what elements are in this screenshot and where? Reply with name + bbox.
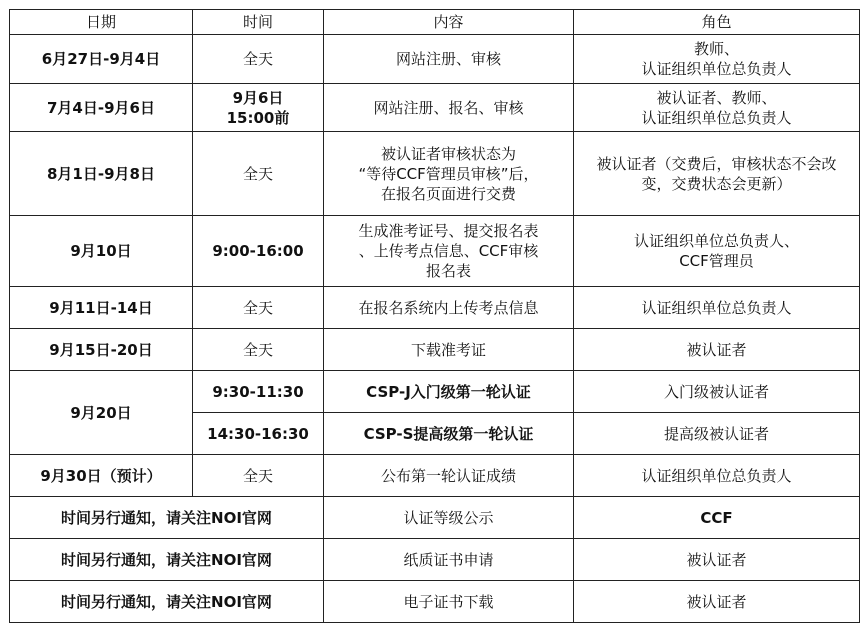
role-cell: 被认证者（交费后，审核状态不会改 变，交费状态会更新） — [574, 132, 860, 216]
table-row — [10, 329, 860, 371]
role-cell: 被认证者、教师、 认证组织单位总负责人 — [574, 84, 860, 132]
table-row — [10, 581, 860, 623]
date-cell: 6月27日-9月4日 — [10, 35, 193, 84]
table-row — [10, 539, 860, 581]
schedule-table — [9, 9, 860, 623]
content-cell: 网站注册、报名、审核 — [324, 84, 574, 132]
time-cell: 全天 — [193, 132, 324, 216]
time-cell: 14:30-16:30 — [193, 413, 324, 455]
time-cell: 全天 — [193, 455, 324, 497]
date-cell: 9月11日-14日 — [10, 287, 193, 329]
table-row — [10, 455, 860, 497]
role-cell: 认证组织单位总负责人 — [574, 287, 860, 329]
date-cell: 9月10日 — [10, 216, 193, 287]
content-cell: 生成准考证号、提交报名表 、上传考点信息、CCF审核 报名表 — [324, 216, 574, 287]
time-cell: 9:30-11:30 — [193, 371, 324, 413]
date-cell: 9月20日 — [10, 371, 193, 455]
time-cell: 9:00-16:00 — [193, 216, 324, 287]
role-cell: 被认证者 — [574, 581, 860, 623]
notice-cell: 时间另行通知，请关注NOI官网 — [10, 539, 324, 581]
role-cell: 入门级被认证者 — [574, 371, 860, 413]
header-content: 内容 — [324, 10, 574, 35]
table-row — [10, 132, 860, 216]
header-role: 角色 — [574, 10, 860, 35]
content-cell: CSP-J入门级第一轮认证 — [324, 371, 574, 413]
date-cell: 9月15日-20日 — [10, 329, 193, 371]
table-row — [10, 35, 860, 84]
table-row — [10, 497, 860, 539]
role-cell: CCF — [574, 497, 860, 539]
time-cell: 全天 — [193, 287, 324, 329]
time-cell: 全天 — [193, 329, 324, 371]
role-cell: 提高级被认证者 — [574, 413, 860, 455]
date-cell: 9月30日（预计） — [10, 455, 193, 497]
content-cell: 下载准考证 — [324, 329, 574, 371]
content-cell: 纸质证书申请 — [324, 539, 574, 581]
content-cell: 在报名系统内上传考点信息 — [324, 287, 574, 329]
notice-cell: 时间另行通知，请关注NOI官网 — [10, 497, 324, 539]
time-cell: 全天 — [193, 35, 324, 84]
header-row — [10, 10, 860, 35]
content-cell: 电子证书下载 — [324, 581, 574, 623]
role-cell: 被认证者 — [574, 539, 860, 581]
time-cell: 9月6日 15:00前 — [193, 84, 324, 132]
table-row — [10, 287, 860, 329]
date-cell: 8月1日-9月8日 — [10, 132, 193, 216]
content-cell: 网站注册、审核 — [324, 35, 574, 84]
header-time: 时间 — [193, 10, 324, 35]
content-cell: 被认证者审核状态为 “等待CCF管理员审核”后， 在报名页面进行交费 — [324, 132, 574, 216]
content-cell: 认证等级公示 — [324, 497, 574, 539]
date-cell: 7月4日-9月6日 — [10, 84, 193, 132]
role-cell: 认证组织单位总负责人、 CCF管理员 — [574, 216, 860, 287]
content-cell: 公布第一轮认证成绩 — [324, 455, 574, 497]
role-cell: 被认证者 — [574, 329, 860, 371]
schedule-table-wrapper — [9, 9, 860, 623]
table-row — [10, 371, 860, 413]
role-cell: 认证组织单位总负责人 — [574, 455, 860, 497]
header-date: 日期 — [10, 10, 193, 35]
table-row — [10, 216, 860, 287]
content-cell: CSP-S提高级第一轮认证 — [324, 413, 574, 455]
role-cell: 教师、 认证组织单位总负责人 — [574, 35, 860, 84]
table-row — [10, 84, 860, 132]
notice-cell: 时间另行通知，请关注NOI官网 — [10, 581, 324, 623]
